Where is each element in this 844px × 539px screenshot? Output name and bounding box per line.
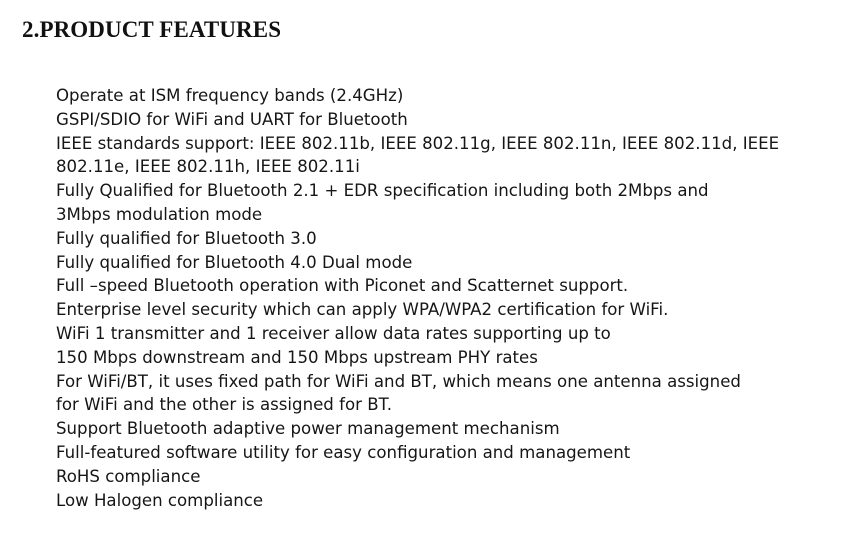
feature-line: Fully qualified for Bluetooth 4.0 Dual mode bbox=[56, 252, 413, 272]
feature-line: IEEE standards support: IEEE 802.11b, IEEE 802.11g, IEEE 802.11n, IEEE 802.11d, IEEE bbox=[56, 133, 780, 153]
feature-line: 150 Mbps downstream and 150 Mbps upstream PHY rates bbox=[56, 347, 538, 367]
feature-line: Operate at ISM frequency bands (2.4GHz) bbox=[56, 86, 404, 105]
feature-line: GSPI/SDIO for WiFi and UART for Bluetooth bbox=[56, 109, 408, 129]
feature-line: Low Halogen compliance bbox=[56, 490, 264, 510]
feature-line: RoHS compliance bbox=[56, 466, 201, 486]
feature-line: Full –speed Bluetooth operation with Piconet and Scatternet support. bbox=[56, 276, 629, 296]
feature-line: for WiFi and the other is assigned for BT. bbox=[56, 395, 393, 415]
feature-line: 3Mbps modulation mode bbox=[56, 204, 263, 224]
feature-line: 802.11e, IEEE 802.11h, IEEE 802.11i bbox=[56, 157, 360, 177]
feature-line: Enterprise level security which can apply WPA/WPA2 certification for WiFi. bbox=[56, 300, 669, 320]
feature-line: Fully Qualified for Bluetooth 2.1 + EDR specification including both 2Mbps and bbox=[56, 181, 709, 201]
feature-line: Full-featured software utility for easy configuration and management bbox=[56, 442, 631, 462]
features-list bbox=[56, 84, 796, 512]
feature-line: For WiFi/BT, it uses fixed path for WiFi and BT, which means one antenna assigned bbox=[56, 371, 741, 391]
feature-line: Support Bluetooth adaptive power management mechanism bbox=[56, 419, 560, 439]
section-heading: 2.PRODUCT FEATURES bbox=[22, 17, 282, 42]
feature-line: Fully qualified for Bluetooth 3.0 bbox=[56, 228, 317, 248]
feature-line: WiFi 1 transmitter and 1 receiver allow data rates supporting up to bbox=[56, 323, 611, 343]
